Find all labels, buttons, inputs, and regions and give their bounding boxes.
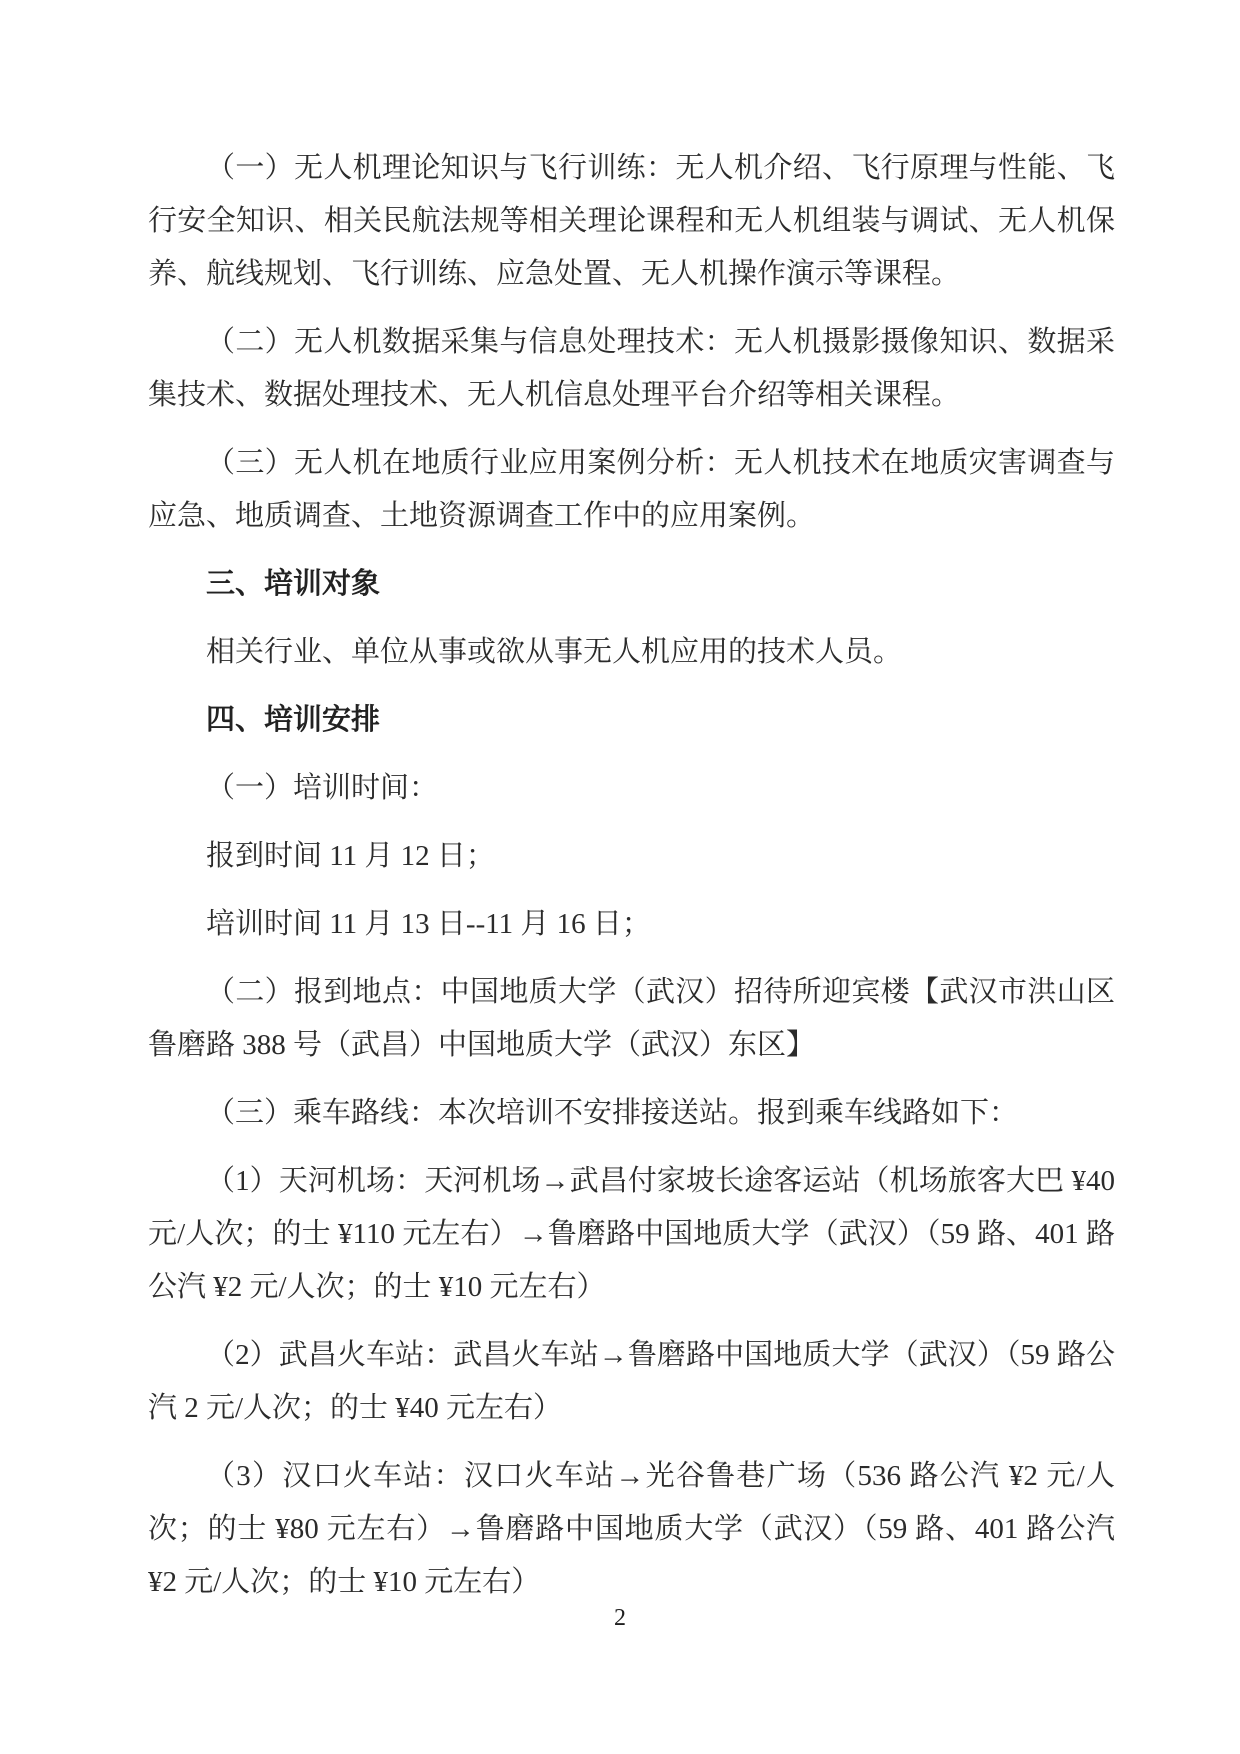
section-heading-trainees: 三、培训对象 bbox=[206, 568, 381, 600]
paragraph-data-collection: （二）无人机数据采集与信息处理技术：无人机摄影摄像知识、数据采集技术、数据处理技术、无人机信息处理平台介绍等相关课程。 bbox=[148, 326, 1115, 411]
paragraph-transport-intro: （三）乘车路线：本次培训不安排接送站。报到乘车线路如下： bbox=[206, 1097, 1019, 1129]
paragraph-route-wuchang-station: （2）武昌火车站：武昌火车站→鲁磨路中国地质大学（武汉）（59 路公汽 2 元/人次；的士 ¥40 元左右） bbox=[148, 1339, 1115, 1424]
paragraph-registration-location: （二）报到地点：中国地质大学（武汉）招待所迎宾楼【武汉市洪山区鲁磨路 388 号（武昌）中国地质大学（武汉）东区】 bbox=[148, 976, 1115, 1061]
paragraph-registration-date: 报到时间 11 月 12 日； bbox=[206, 840, 495, 872]
paragraph-route-hankou-station: （3）汉口火车站：汉口火车站→光谷鲁巷广场（536 路公汽 ¥2 元/人次；的士 ¥80 元左右）→鲁磨路中国地质大学（武汉）（59 路、401 路公汽 ¥2 元/人次；的士 ¥10 元左右） bbox=[148, 1460, 1115, 1598]
paragraph-training-dates: 培训时间 11 月 13 日--11 月 16 日； bbox=[206, 908, 651, 940]
paragraph-trainees: 相关行业、单位从事或欲从事无人机应用的技术人员。 bbox=[206, 636, 903, 668]
paragraph-case-analysis: （三）无人机在地质行业应用案例分析：无人机技术在地质灾害调查与应急、地质调查、土地资源调查工作中的应用案例。 bbox=[148, 447, 1115, 532]
paragraph-training-theory: （一）无人机理论知识与飞行训练：无人机介绍、飞行原理与性能、飞行安全知识、相关民航法规等相关理论课程和无人机组装与调试、无人机保养、航线规划、飞行训练、应急处置、无人机操作演示等课程。 bbox=[148, 152, 1115, 290]
page-content bbox=[148, 142, 1115, 1624]
paragraph-training-time-label: （一）培训时间： bbox=[206, 772, 439, 804]
section-heading-arrangement: 四、培训安排 bbox=[206, 704, 381, 736]
paragraph-route-airport: （1）天河机场：天河机场→武昌付家坡长途客运站（机场旅客大巴 ¥40 元/人次；的士 ¥110 元左右）→鲁磨路中国地质大学（武汉）（59 路、401 路公汽 ¥2 元/人次；的士 ¥10 元左右） bbox=[148, 1165, 1115, 1303]
page-number: 2 bbox=[614, 1605, 626, 1631]
